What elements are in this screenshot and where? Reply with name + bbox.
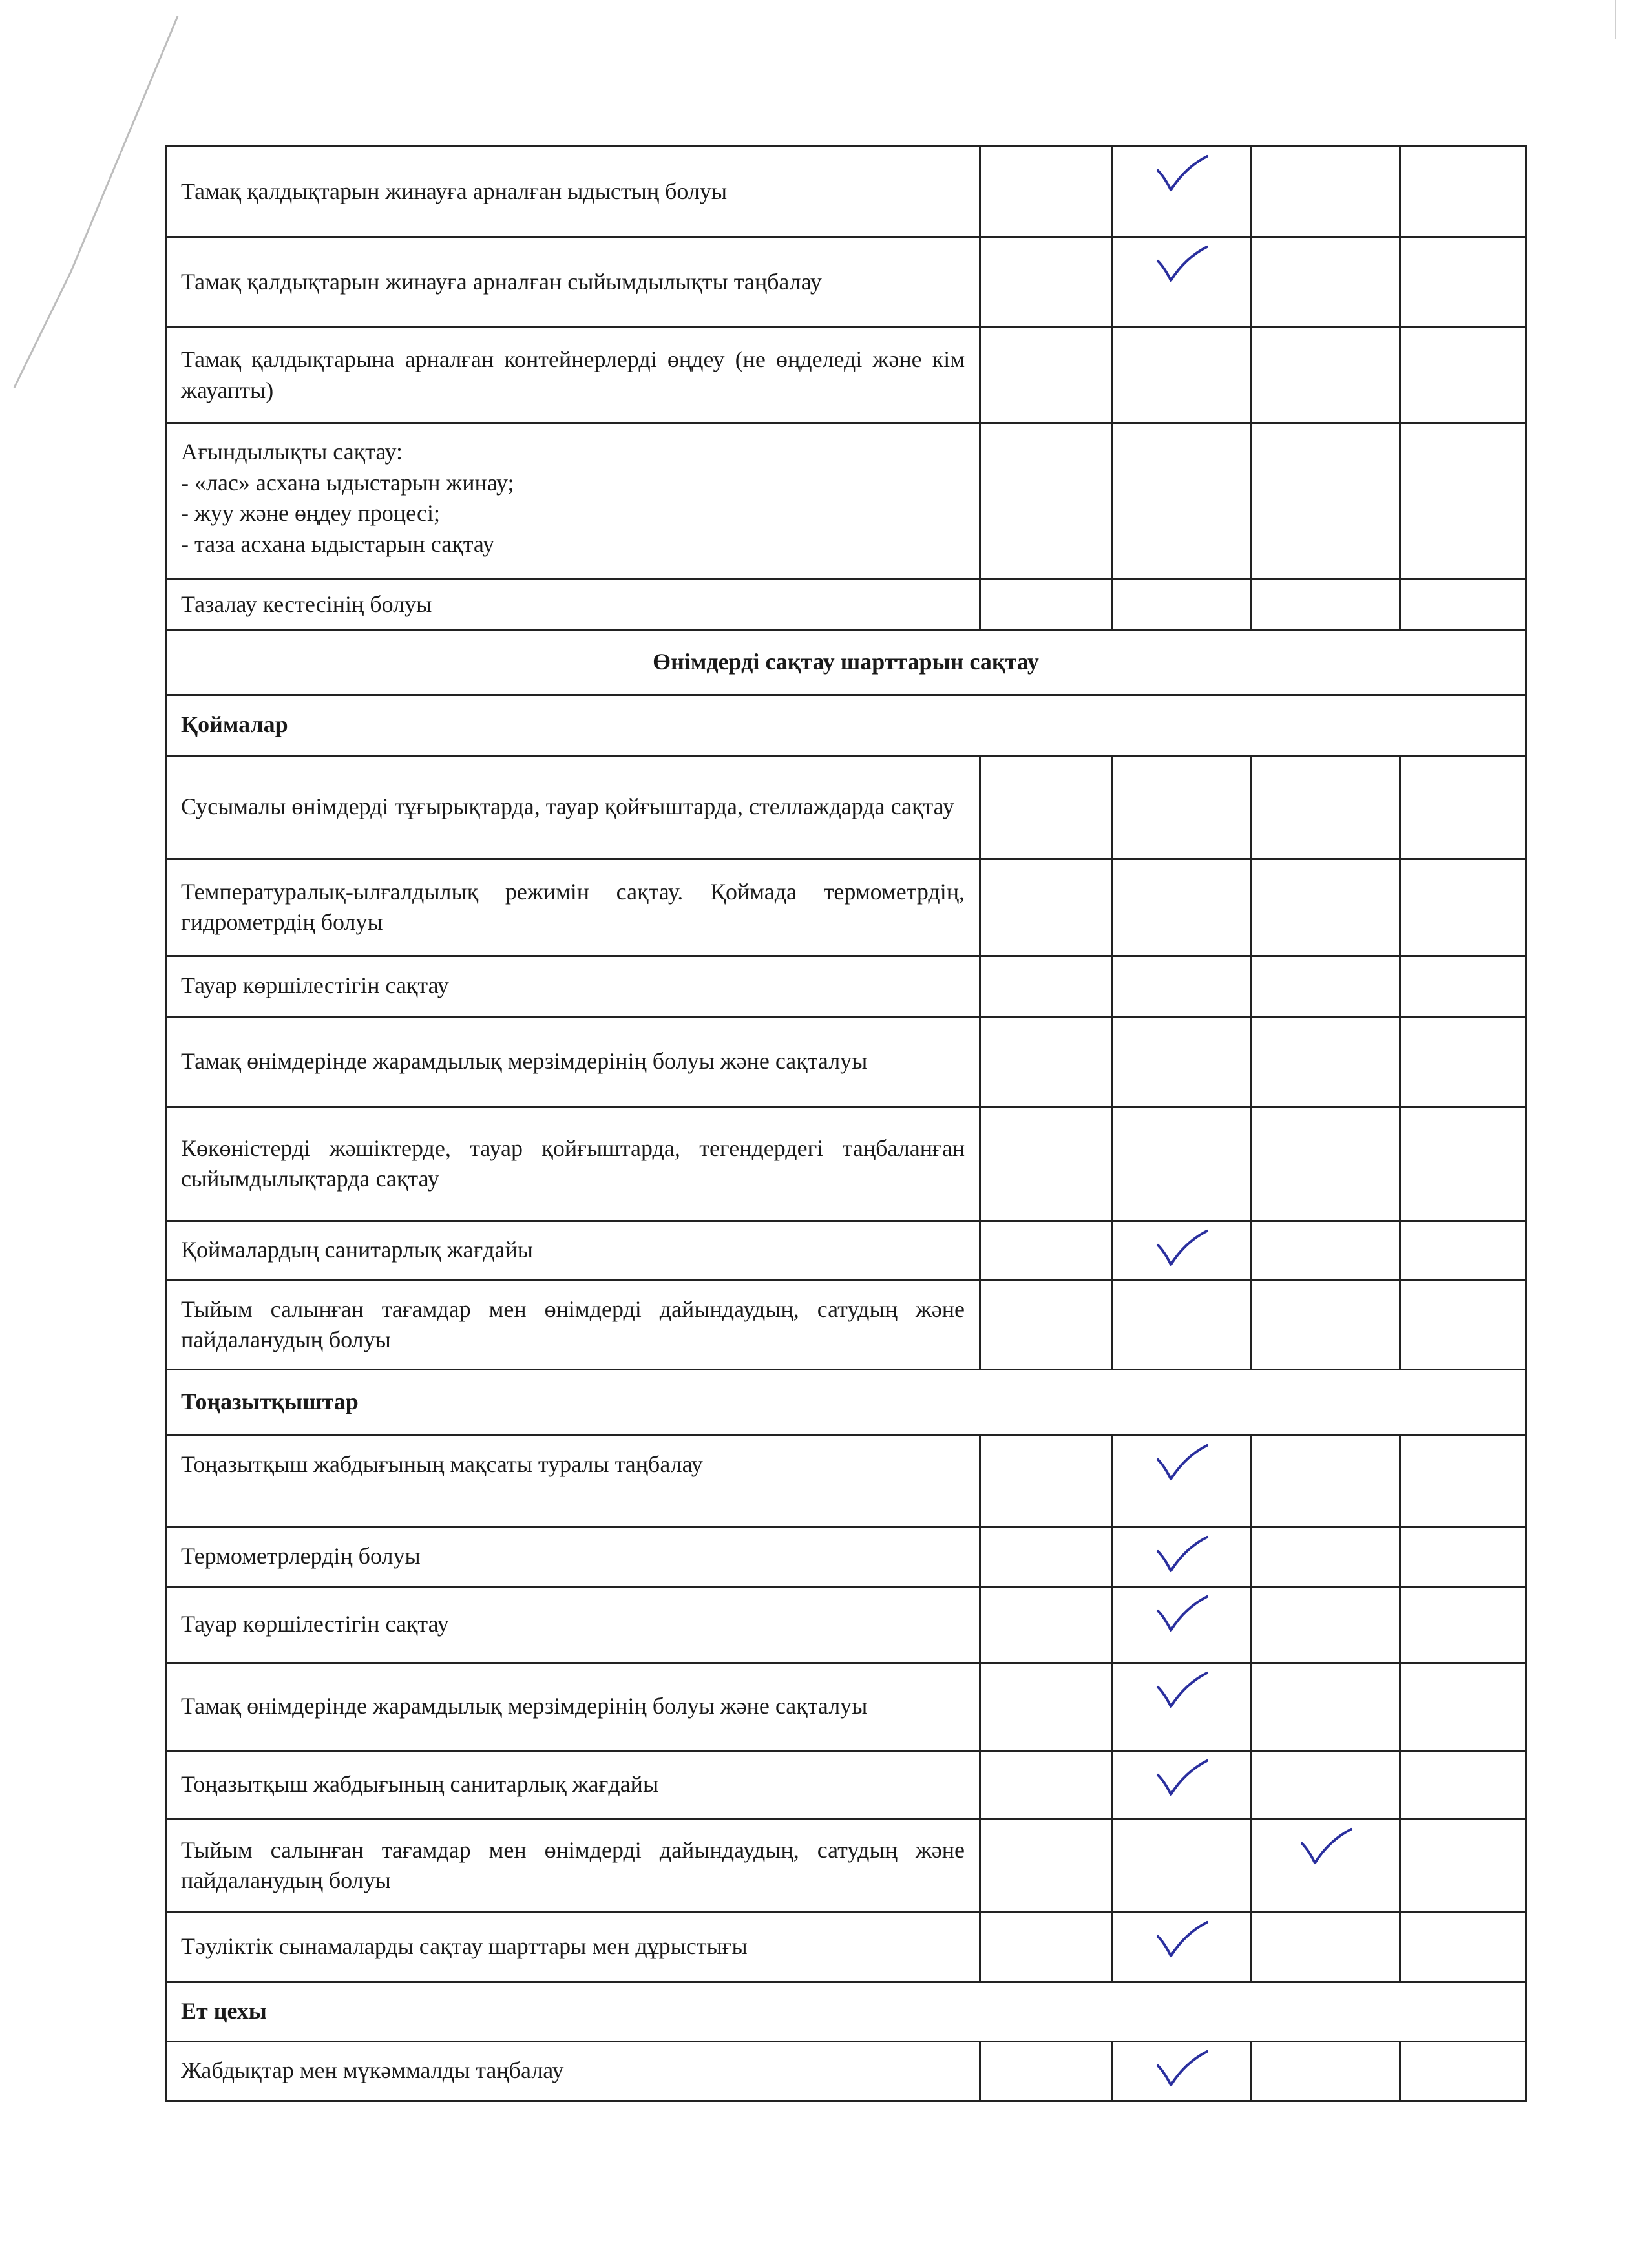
mark-cell-col-3[interactable] [1252,147,1400,237]
handwritten-check-icon [1154,1535,1210,1575]
criterion-text [166,1435,980,1527]
mark-cell-col-2[interactable] [1113,1586,1252,1663]
mark-cell-col-3[interactable] [1252,580,1400,631]
criterion-text [166,423,980,580]
mark-cell-col-1[interactable] [980,1750,1113,1819]
table-row [166,328,1526,423]
mark-cell-col-4[interactable] [1400,423,1526,580]
mark-cell-col-3[interactable] [1252,1016,1400,1107]
mark-cell-col-3[interactable] [1252,956,1400,1016]
criterion-line: Тамақ өнімдерінде жарамдылық мерзімдерінің болуы және сақталуы [181,1048,868,1075]
mark-cell-col-1[interactable] [980,1586,1113,1663]
mark-cell-col-4[interactable] [1400,147,1526,237]
mark-cell-col-2[interactable] [1113,1750,1252,1819]
mark-cell-col-2[interactable] [1113,1819,1252,1912]
mark-cell-col-3[interactable] [1252,1750,1400,1819]
mark-cell-col-2[interactable] [1113,755,1252,859]
criterion-text [166,1016,980,1107]
handwritten-check-icon [1298,1827,1354,1867]
criterion-text [166,1527,980,1586]
inspection-checklist-table [165,145,1527,2102]
mark-cell-col-3[interactable] [1252,423,1400,580]
mark-cell-col-3[interactable] [1252,1586,1400,1663]
mark-cell-col-1[interactable] [980,1435,1113,1527]
mark-cell-col-3[interactable] [1252,1663,1400,1750]
mark-cell-col-2[interactable] [1113,1912,1252,1982]
mark-cell-col-1[interactable] [980,1221,1113,1280]
table-row [166,1107,1526,1221]
criterion-line: Тамақ өнімдерінде жарамдылық мерзімдерінің болуы және сақталуы [181,1693,868,1719]
criterion-line: Температуралық-ылғалдылық режимін сақтау. Қоймада термометрдің, гидрометрдің болуы [181,878,965,936]
mark-cell-col-4[interactable] [1400,1750,1526,1819]
mark-cell-col-4[interactable] [1400,1280,1526,1369]
criterion-text [166,859,980,956]
criterion-line: Тауар көршілестігін сақтау [181,1611,449,1637]
table-row [166,147,1526,237]
criterion-text [166,755,980,859]
criterion-text [166,2041,980,2101]
mark-cell-col-2[interactable] [1113,956,1252,1016]
mark-cell-col-4[interactable] [1400,1107,1526,1221]
mark-cell-col-1[interactable] [980,755,1113,859]
table-row [166,1819,1526,1912]
mark-cell-col-4[interactable] [1400,328,1526,423]
mark-cell-col-3[interactable] [1252,328,1400,423]
mark-cell-col-2[interactable] [1113,1280,1252,1369]
table-row [166,1750,1526,1819]
mark-cell-col-1[interactable] [980,423,1113,580]
mark-cell-col-4[interactable] [1400,1912,1526,1982]
mark-cell-col-2[interactable] [1113,1107,1252,1221]
criterion-text [166,1280,980,1369]
mark-cell-col-1[interactable] [980,328,1113,423]
mark-cell-col-1[interactable] [980,1819,1113,1912]
mark-cell-col-3[interactable] [1252,1280,1400,1369]
table-row [166,237,1526,328]
table-row [166,1016,1526,1107]
mark-cell-col-1[interactable] [980,1663,1113,1750]
mark-cell-col-1[interactable] [980,1016,1113,1107]
mark-cell-col-1[interactable] [980,956,1113,1016]
mark-cell-col-1[interactable] [980,2041,1113,2101]
mark-cell-col-3[interactable] [1252,755,1400,859]
criterion-text [166,1107,980,1221]
section-header-row [166,630,1526,695]
criterion-text [166,1750,980,1819]
handwritten-check-icon [1154,1228,1210,1268]
criterion-line: - жуу және өңдеу процесі; [181,500,441,527]
mark-cell-col-4[interactable] [1400,1435,1526,1527]
criterion-line: Тыйым салынған тағамдар мен өнімдерді дайындаудың, сатудың және пайдаланудың болуы [181,1296,965,1353]
criterion-text [166,580,980,631]
group-header-row [166,1982,1526,2041]
table-row [166,755,1526,859]
mark-cell-col-2[interactable] [1113,2041,1252,2101]
mark-cell-col-2[interactable] [1113,423,1252,580]
handwritten-check-icon [1154,1443,1210,1483]
table-row [166,580,1526,631]
mark-cell-col-3[interactable] [1252,1221,1400,1280]
handwritten-check-icon [1154,2049,1210,2089]
mark-cell-col-3[interactable] [1252,1912,1400,1982]
criterion-line: Тауар көршілестігін сақтау [181,972,449,999]
mark-cell-col-2[interactable] [1113,1663,1252,1750]
criterion-text [166,147,980,237]
table-row [166,1280,1526,1369]
table-row [166,1663,1526,1750]
criterion-text [166,1221,980,1280]
mark-cell-col-2[interactable] [1113,1221,1252,1280]
criterion-line: - «лас» асхана ыдыстарын жинау; [181,469,514,496]
criterion-line: Тамақ қалдықтарына арналған контейнерлерді өңдеу (не өңделеді және кім жауапты) [181,346,965,403]
handwritten-check-icon [1154,1920,1210,1960]
mark-cell-col-1[interactable] [980,147,1113,237]
group-header-row [166,1369,1526,1435]
mark-cell-col-2[interactable] [1113,328,1252,423]
table-row [166,1912,1526,1982]
mark-cell-col-3[interactable] [1252,859,1400,956]
mark-cell-col-2[interactable] [1113,580,1252,631]
mark-cell-col-3[interactable] [1252,1527,1400,1586]
table-row [166,956,1526,1016]
mark-cell-col-4[interactable] [1400,1663,1526,1750]
criterion-text [166,1663,980,1750]
handwritten-check-icon [1154,1594,1210,1634]
table-row [166,1221,1526,1280]
mark-cell-col-3[interactable] [1252,1435,1400,1527]
mark-cell-col-1[interactable] [980,1280,1113,1369]
table-row [166,2041,1526,2101]
table-row [166,1527,1526,1586]
handwritten-check-icon [1154,1758,1210,1798]
mark-cell-col-4[interactable] [1400,237,1526,328]
mark-cell-col-4[interactable] [1400,956,1526,1016]
criterion-line: Тазалау кестесінің болуы [181,591,432,617]
mark-cell-col-2[interactable] [1113,1527,1252,1586]
group-title: Қоймалар [166,695,1526,755]
criterion-text [166,956,980,1016]
mark-cell-col-4[interactable] [1400,1527,1526,1586]
mark-cell-col-4[interactable] [1400,859,1526,956]
group-title: Ет цехы [166,1982,1526,2041]
table-row [166,1586,1526,1663]
table-row [166,423,1526,580]
criterion-text [166,1586,980,1663]
criterion-line: Қоймалардың санитарлық жағдайы [181,1237,533,1263]
criterion-line: Ағындылықты сақтау: [181,439,403,465]
mark-cell-col-1[interactable] [980,237,1113,328]
mark-cell-col-3[interactable] [1252,1107,1400,1221]
mark-cell-col-2[interactable] [1113,1435,1252,1527]
mark-cell-col-4[interactable] [1400,1586,1526,1663]
mark-cell-col-2[interactable] [1113,1016,1252,1107]
criterion-line: - таза асхана ыдыстарын сақтау [181,530,495,557]
mark-cell-col-1[interactable] [980,1527,1113,1586]
mark-cell-col-3[interactable] [1252,237,1400,328]
criterion-text [166,328,980,423]
mark-cell-col-4[interactable] [1400,1016,1526,1107]
checklist-body [166,147,1526,2101]
mark-cell-col-4[interactable] [1400,580,1526,631]
mark-cell-col-4[interactable] [1400,1221,1526,1280]
criterion-line: Тәуліктік сынамаларды сақтау шарттары мен дұрыстығы [181,1933,748,1960]
group-header-row [166,695,1526,755]
mark-cell-col-2[interactable] [1113,147,1252,237]
mark-cell-col-3[interactable] [1252,2041,1400,2101]
table-row [166,859,1526,956]
mark-cell-col-3[interactable] [1252,1819,1400,1912]
section-title: Өнімдерді сақтау шарттарын сақтау [166,630,1526,695]
mark-cell-col-1[interactable] [980,580,1113,631]
mark-cell-col-4[interactable] [1400,2041,1526,2101]
mark-cell-col-2[interactable] [1113,859,1252,956]
criterion-text [166,237,980,328]
mark-cell-col-4[interactable] [1400,755,1526,859]
criterion-line: Тоңазытқыш жабдығының санитарлық жағдайы [181,1771,659,1798]
criterion-line: Тоңазытқыш жабдығының мақсаты туралы таңбалау [181,1451,703,1477]
handwritten-check-icon [1154,1670,1210,1710]
criterion-text [166,1912,980,1982]
criterion-line: Тыйым салынған тағамдар мен өнімдерді дайындаудың, сатудың және пайдаланудың болуы [181,1836,965,1894]
criterion-line: Жабдықтар мен мүкәммалды таңбалау [181,2057,564,2084]
table-row [166,1435,1526,1527]
criterion-text [166,1819,980,1912]
mark-cell-col-1[interactable] [980,1107,1113,1221]
mark-cell-col-4[interactable] [1400,1819,1526,1912]
mark-cell-col-1[interactable] [980,1912,1113,1982]
mark-cell-col-1[interactable] [980,859,1113,956]
criterion-line: Термометрлердің болуы [181,1543,421,1570]
criterion-line: Тамақ қалдықтарын жинауға арналған ыдыстың болуы [181,178,728,204]
handwritten-check-icon [1154,154,1210,194]
criterion-line: Сусымалы өнімдерді тұғырықтарда, тауар қойғыштарда, стеллаждарда сақтау [181,793,954,820]
handwritten-check-icon [1154,244,1210,284]
group-title: Тоңазытқыштар [166,1369,1526,1435]
criterion-line: Көкөністерді жәшіктерде, тауар қойғыштарда, тегендердегі таңбаланған сыйымдылықтарда сақтау [181,1135,965,1192]
mark-cell-col-2[interactable] [1113,237,1252,328]
criterion-line: Тамақ қалдықтарын жинауға арналған сыйымдылықты таңбалау [181,268,822,295]
